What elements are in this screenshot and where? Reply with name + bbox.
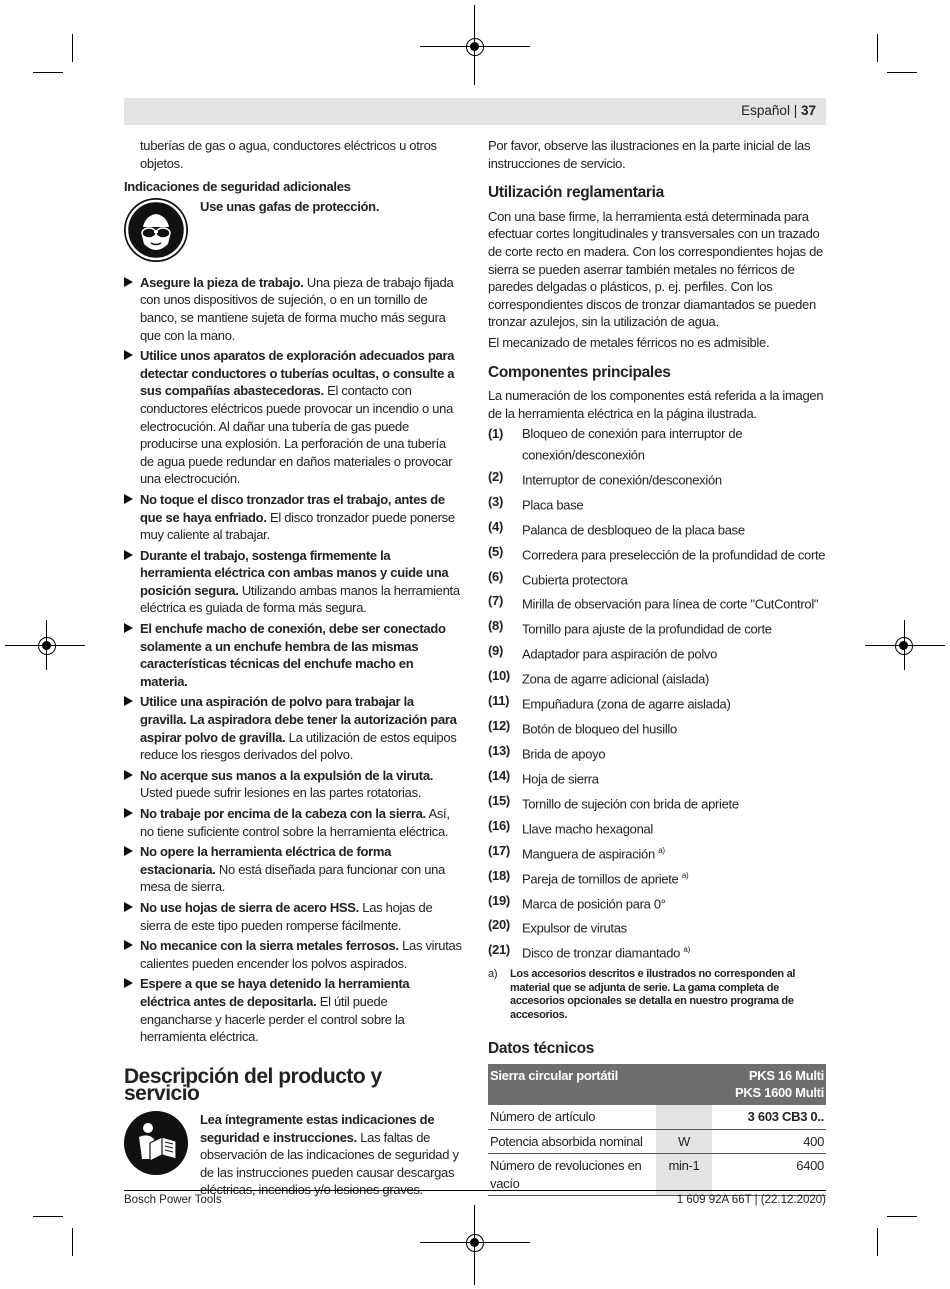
component-item — [488, 468, 826, 489]
left-column — [124, 137, 462, 1199]
safety-bullet — [124, 347, 462, 488]
component-number: (15) — [488, 792, 510, 808]
safety-bullet — [124, 547, 462, 617]
bullet-triangle-icon — [124, 808, 133, 818]
safety-bullet — [124, 899, 462, 934]
bullet-text: El útil puede engancharse y hacerle perder el control sobre la herramienta eléctrica. — [140, 993, 405, 1045]
safety-bullet — [124, 843, 462, 896]
header-language: Español — [741, 103, 790, 118]
tech-data-table — [488, 1064, 826, 1197]
component-item — [488, 867, 826, 888]
goggles-notice — [124, 198, 462, 262]
bullet-bold: No opere la herramienta eléctrica de forma estacionaria. — [140, 844, 392, 877]
component-label: Pareja de tornillos de apriete — [522, 870, 679, 886]
safety-bullet — [124, 975, 462, 1045]
component-label-wrap — [522, 425, 826, 464]
row-label: Número de artículo — [488, 1105, 656, 1129]
row-value: 3 603 CB3 0.. — [712, 1105, 826, 1129]
component-label-wrap — [522, 792, 826, 813]
bullet-triangle-icon — [124, 277, 133, 287]
component-label: Disco de tronzar diamantado — [522, 945, 681, 961]
component-label-wrap — [522, 767, 826, 788]
bullet-triangle-icon — [124, 846, 133, 856]
bullet-bold: No mecanice con la sierra metales ferrosos. — [140, 938, 399, 954]
table-header-row — [488, 1064, 826, 1105]
table-head-left: Sierra circular portátil — [488, 1064, 712, 1105]
table-row — [488, 1105, 826, 1129]
component-item — [488, 518, 826, 539]
component-sup: a) — [681, 870, 689, 880]
bullet-text: Utilizando ambas manos la herramienta eléctrica es guiada de forma más segura. — [140, 582, 460, 616]
component-label-wrap — [522, 493, 826, 514]
bullet-bold: No acerque sus manos a la expulsión de la viruta. — [140, 767, 434, 783]
model-1: PKS 16 Multi — [748, 1067, 824, 1083]
component-number: (8) — [488, 618, 503, 634]
component-item — [488, 892, 826, 913]
bullet-text: Usted puede sufrir lesiones en las partes rotatorias. — [140, 785, 422, 801]
component-item — [488, 642, 826, 663]
bullet-triangle-icon — [124, 978, 133, 988]
row-unit — [656, 1105, 712, 1129]
registration-mark-icon — [38, 637, 56, 655]
component-label: Mirilla de observación para línea de corte "CutControl" — [522, 596, 819, 612]
bullet-triangle-icon — [124, 940, 133, 950]
bullet-text: Las virutas calientes pueden encender los polvos aspirados. — [140, 938, 462, 971]
crop-mark — [72, 1228, 73, 1256]
component-label-wrap — [522, 617, 826, 638]
bullet-bold: El enchufe macho de conexión, debe ser conectado solamente a un enchufe hembra de las mismas características técnicas del enchufe macho en materia. — [140, 621, 446, 689]
bullet-bold: Durante el trabajo, sostenga firmemente la herramienta eléctrica con ambas manos y cuide una posición segura. — [140, 547, 449, 598]
component-label-wrap — [522, 568, 826, 589]
bullet-triangle-icon — [124, 350, 133, 360]
bullet-text: El contacto con conductores eléctricos puede provocar un incendio o una electrocución. Al dañar una tubería de gas puede producirse una explosión. La perforación de una tubería de agua puede redundar en daños materiales o provocar una electrocución. — [140, 383, 454, 487]
component-item — [488, 667, 826, 688]
component-item — [488, 817, 826, 838]
read-instructions-notice — [124, 1111, 462, 1199]
component-label: Adaptador para aspiración de polvo — [522, 646, 718, 662]
component-item — [488, 941, 826, 962]
component-number: (3) — [488, 493, 503, 509]
component-label: Expulsor de virutas — [522, 920, 627, 936]
component-label: Empuñadura (zona de agarre aislada) — [522, 696, 731, 712]
footer-left: Bosch Power Tools — [124, 1194, 222, 1206]
bullet-text: Así, no tiene suficiente control sobre la herramienta eléctrica. — [140, 806, 450, 839]
component-label: Llave macho hexagonal — [522, 821, 654, 837]
footnote-text: Los accesorios descritos e ilustrados no corresponden al material que se adjunta de serie. La gama completa de accesorios opcionales se detalla en nuestro programa de accesorios. — [510, 968, 796, 1021]
component-item — [488, 592, 826, 613]
row-value: 6400 — [712, 1154, 826, 1196]
component-label-wrap — [522, 842, 826, 863]
bullet-triangle-icon — [124, 696, 133, 706]
component-label-wrap — [522, 667, 826, 688]
component-item — [488, 916, 826, 937]
components-intro: La numeración de los componentes está referida a la imagen de la herramienta eléctrica en la página ilustrada. — [488, 388, 824, 421]
component-label-wrap — [522, 892, 826, 913]
row-label: Número de revoluciones en vacío — [488, 1154, 656, 1196]
component-number: (5) — [488, 543, 503, 559]
component-item — [488, 792, 826, 813]
bullet-triangle-icon — [124, 902, 133, 912]
component-label: Corredera para preselección de la profundidad de corte — [522, 546, 826, 562]
component-number: (4) — [488, 518, 503, 534]
bullet-text: La utilización de estos equipos reduce los riesgos derivados del polvo. — [140, 729, 457, 763]
safety-bullet — [124, 491, 462, 544]
component-label: Tornillo para ajuste de la profundidad de corte — [522, 621, 772, 637]
component-number: (16) — [488, 817, 510, 833]
bullet-bold: No trabaje por encima de la cabeza con la sierra. — [140, 806, 426, 821]
component-item — [488, 543, 826, 564]
bullet-text: No está diseñada para funcionar con una mesa de sierra. — [140, 861, 445, 895]
component-number: (12) — [488, 718, 510, 734]
bullet-bold: Asegure la pieza de trabajo. — [140, 274, 304, 290]
component-sup: a) — [683, 945, 690, 955]
component-label-wrap — [522, 518, 826, 539]
safety-bullet — [124, 693, 462, 763]
table-head-right — [712, 1064, 826, 1105]
read-instructions-text — [200, 1111, 462, 1199]
component-number: (9) — [488, 643, 503, 659]
safety-bullet — [124, 274, 462, 344]
crop-mark — [33, 72, 63, 73]
component-label-wrap — [522, 642, 826, 663]
components-title: Componentes principales — [488, 363, 671, 381]
crop-mark — [877, 34, 878, 62]
registration-mark-icon — [895, 637, 913, 655]
bullet-text: Las hojas de sierra de este tipo pueden romperse fácilmente. — [140, 899, 433, 933]
row-unit: W — [656, 1129, 712, 1154]
registration-mark-icon — [466, 38, 484, 56]
section-title: Descripción del producto y servicio — [124, 1064, 382, 1106]
component-label-wrap — [522, 468, 826, 489]
component-label: Zona de agarre adicional (aislada) — [522, 671, 710, 687]
component-label-wrap — [522, 941, 826, 962]
component-label: Palanca de desbloqueo de la placa base — [522, 522, 745, 537]
component-item — [488, 842, 826, 863]
page-footer — [124, 1190, 826, 1206]
component-label: Marca de posición para 0° — [522, 895, 666, 911]
additional-safety-title: Indicaciones de seguridad adicionales — [124, 179, 351, 195]
safety-bullet — [124, 767, 462, 802]
row-label: Potencia absorbida nominal — [488, 1129, 656, 1154]
component-number: (13) — [488, 742, 510, 758]
component-label-wrap — [522, 817, 826, 838]
component-number: (1) — [488, 426, 503, 442]
components-list — [488, 425, 826, 962]
use-text-2: El mecanizado de metales férricos no es admisible. — [488, 334, 770, 350]
component-label-wrap — [522, 543, 826, 564]
crop-mark — [72, 34, 73, 62]
component-label-wrap — [522, 592, 826, 613]
component-number: (20) — [488, 917, 510, 933]
bullet-triangle-icon — [124, 550, 133, 560]
bullet-bold: Utilice una aspiración de polvo para trabajar la gravilla. La aspiradora debe tener la autorización para aspirar polvo de gravilla. — [140, 694, 457, 745]
component-label-wrap — [522, 916, 826, 937]
use-text: Con una base firme, la herramienta está determinada para efectuar cortes longitudinales y transversales con un trazado de corte recto en madera. Con los correspondientes hojas de sierra se pueden aserrar también metales no férricos de paredes delgadas o plásticos, p. ej. perfiles. Con los correspondientes discos de tronzar diamantados se pueden tronzar azulejos, sin la utilización de agua. — [488, 208, 823, 330]
component-number: (2) — [488, 468, 503, 484]
component-number: (18) — [488, 867, 510, 883]
safety-bullet — [124, 805, 462, 840]
safety-bullet-list — [124, 274, 462, 1046]
component-label-wrap — [522, 717, 826, 738]
row-value: 400 — [712, 1129, 826, 1154]
safety-bullet — [124, 620, 462, 690]
safety-goggles-icon — [124, 198, 188, 262]
component-item — [488, 493, 826, 514]
component-number: (14) — [488, 767, 510, 783]
use-title: Utilización reglamentaria — [488, 184, 664, 202]
component-label: Botón de bloqueo del husillo — [522, 721, 677, 737]
component-label: Cubierta protectora — [522, 571, 628, 587]
component-sup: a) — [658, 845, 665, 855]
tech-title: Datos técnicos — [488, 1040, 595, 1058]
bullet-bold: No toque el disco tronzador tras el trabajo, antes de que se haya enfriado. — [140, 491, 445, 525]
footnote-mark: a) — [488, 968, 498, 981]
component-number: (6) — [488, 568, 503, 584]
header-label: Español | 37 — [741, 103, 816, 118]
right-intro: Por favor, observe las ilustraciones en la parte inicial de las instrucciones de servicio. — [488, 138, 811, 171]
bullet-bold: Utilice unos aparatos de exploración adecuados para detectar conductores o tuberías ocultas, o consulte a sus compañías abastecedoras. — [140, 348, 455, 399]
component-item — [488, 692, 826, 713]
component-label: Interruptor de conexión/desconexión — [522, 472, 722, 488]
table-row — [488, 1129, 826, 1154]
component-label: Brida de apoyo — [522, 746, 606, 762]
component-label: Placa base — [522, 497, 584, 513]
model-2: PKS 1600 Multi — [735, 1085, 824, 1101]
right-column — [488, 137, 826, 1196]
component-label-wrap — [522, 742, 826, 763]
crop-mark — [887, 1216, 917, 1217]
bullet-triangle-icon — [124, 623, 133, 633]
bullet-text: El disco tronzador puede ponerse muy caliente al trabajar. — [140, 509, 455, 543]
safety-bullet — [124, 937, 462, 972]
bullet-bold: Espere a que se haya detenido la herramienta eléctrica antes de depositarla. — [140, 976, 410, 1009]
read-text: Las faltas de observación de las indicaciones de seguridad y de las instrucciones pueden causar descargas eléctricas, incendios y/o lesiones graves. — [200, 1129, 459, 1198]
left-intro: tuberías de gas o agua, conductores eléctricos u otros objetos. — [140, 138, 437, 171]
crop-mark — [33, 1216, 63, 1217]
component-number: (11) — [488, 693, 510, 709]
component-item — [488, 767, 826, 788]
bullet-text: Una pieza de trabajo fijada con unos dispositivos de sujeción, o en un tornillo de banco, se mantiene sujeta de forma mucho más segura que con la mano. — [140, 274, 454, 343]
component-label: Bloqueo de conexión para interruptor de conexión/desconexión — [522, 426, 743, 463]
component-label-wrap — [522, 692, 826, 713]
component-item — [488, 568, 826, 589]
crop-mark — [877, 1228, 878, 1256]
component-number: (10) — [488, 668, 510, 684]
component-number: (21) — [488, 942, 510, 958]
component-label: Tornillo de sujeción con brida de apriete — [522, 796, 739, 812]
row-unit: min-1 — [656, 1154, 712, 1196]
component-item — [488, 617, 826, 638]
page-number: 37 — [800, 103, 816, 118]
component-item — [488, 742, 826, 763]
goggles-text: Use unas gafas de protección. — [200, 198, 380, 214]
component-label: Hoja de sierra — [522, 771, 599, 787]
read-manual-icon — [124, 1111, 188, 1175]
bullet-triangle-icon — [124, 770, 133, 780]
component-number: (19) — [488, 892, 510, 908]
read-bold: Lea íntegramente estas indicaciones de seguridad e instrucciones. — [200, 1111, 435, 1145]
crop-mark — [887, 72, 917, 73]
registration-mark-icon — [466, 1234, 484, 1252]
component-item — [488, 717, 826, 738]
footnote — [488, 968, 826, 1022]
footer-right: 1 609 92A 66T | (22.12.2020) — [676, 1194, 826, 1206]
component-number: (17) — [488, 842, 510, 858]
bullet-bold: No use hojas de sierra de acero HSS. — [140, 899, 359, 915]
bullet-triangle-icon — [124, 494, 133, 504]
page-header — [124, 98, 826, 125]
component-item — [488, 425, 826, 464]
component-label-wrap — [522, 867, 826, 888]
component-number: (7) — [488, 593, 503, 609]
component-label: Manguera de aspiración — [522, 845, 655, 861]
